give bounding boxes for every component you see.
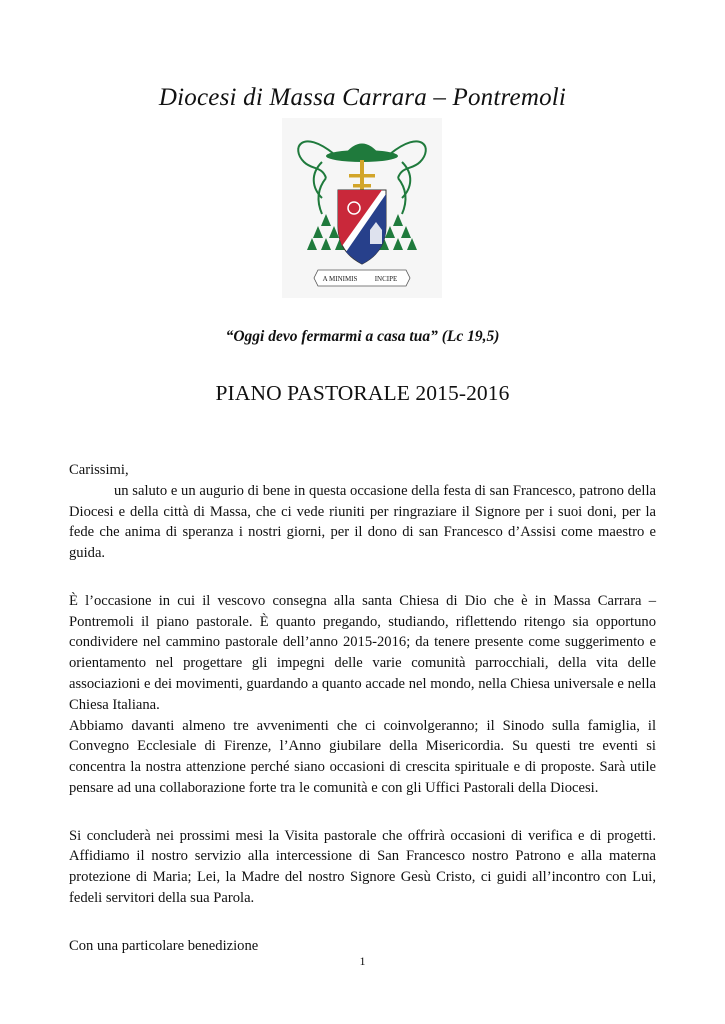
paragraph-2: È l’occasione in cui il vescovo consegna alla santa Chiesa di Dio che è in Massa Carrara – Pontremoli il piano pastorale. È quanto pregando, studiando, riflettendo ritengo sia opportuno condividere nel cammino pastorale dell’anno 2015-2016; da tenere presente come suggerimento e orientamento nel progettare gli impegni delle varie comunità parrocchiali, della vita delle associazioni e dei movimenti, guardando a quanto accade nel mondo, nella Chiesa universale e nella Chiesa Italiana. [69,592,656,713]
episcopal-coat-of-arms [282,118,442,298]
salutation: Carissimi, [69,462,129,478]
page-number: 1 [359,954,366,968]
letter-body [69,460,656,956]
gospel-quote [0,328,725,346]
motto-left: A MINIMIS [322,275,358,283]
diocese-title: Diocesi di Massa Carrara – Pontremoli [158,84,567,111]
paragraph-3: Abbiamo davanti almeno tre avvenimenti che ci coinvolgeranno; il Sinodo sulla famiglia, il Convegno Ecclesiale di Firenze, l’Anno giubilare della Misericordia. Su questi tre eventi si concentra la nostra attenzione perché siano occasioni di crescita spirituale e di proposte. Sarà utile pensare ad una collaborazione forte tra le comunità e con gli Uffici Pastorali della Diocesi. [69,717,656,796]
paragraph-4: Si concluderà nei prossimi mesi la Visita pastorale che offrirà occasioni di verifica e di progetti. Affidiamo il nostro servizio alla intercessione di San Francesco nostro Patrono e alla materna protezione di Maria; Lei, la Madre del nostro Signore Gesù Cristo, ci guidi all’incontro con Lui, fedeli servitori della sua Parola. [69,827,656,906]
quote-text: “Oggi devo fermarmi a casa tua” [225,328,438,345]
closing: Con una particolare benedizione [69,937,259,954]
document-title: PIANO PASTORALE 2015-2016 [215,381,510,405]
motto-right: INCIPE [374,275,398,283]
paragraph-1: un saluto e un augurio di bene in questa occasione della festa di san Francesco, patrono della Diocesi e della città di Massa, che ci vede riuniti per ringraziare il Signore per i suoi doni, per la fede che anima di speranza i nostri giorni, per il dono di san Francesco d’Assisi come maestro e guida. [69,482,656,562]
quote-reference: (Lc 19,5) [441,328,500,345]
